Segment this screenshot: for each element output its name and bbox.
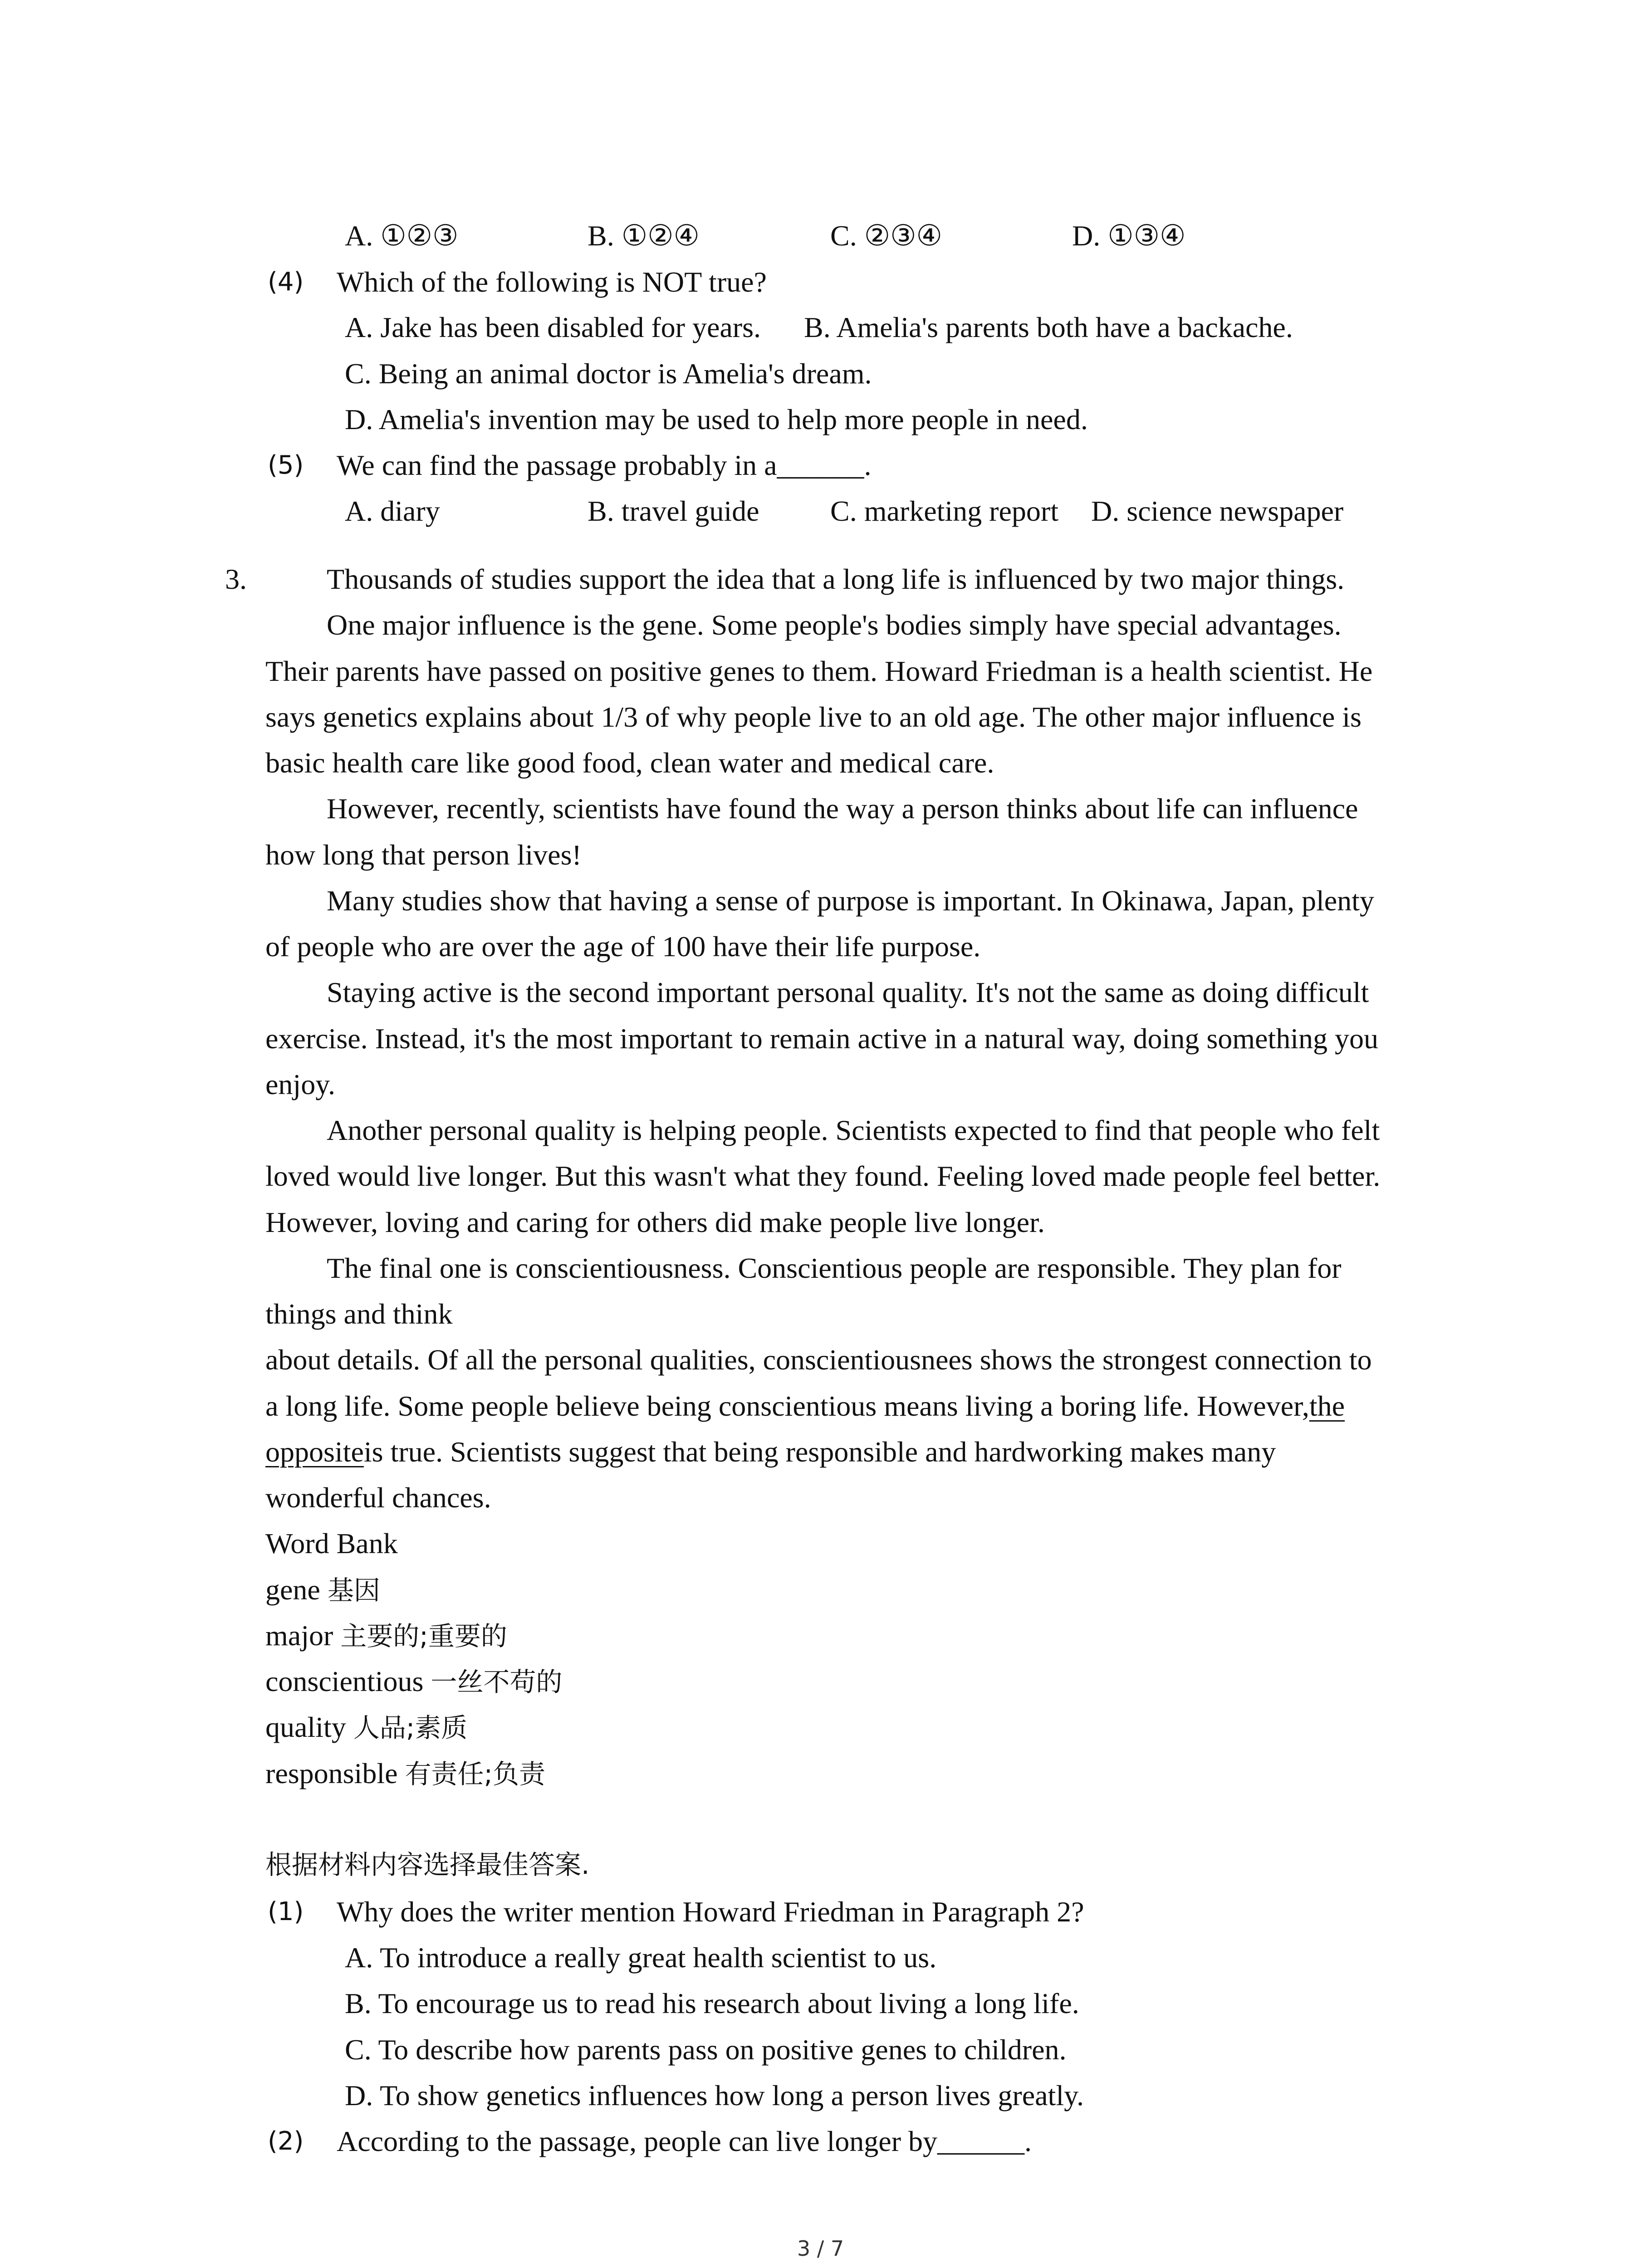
passage-line: things and think — [265, 1298, 453, 1330]
passage-line: loved would live longer. But this wasn't what they found. Feeling loved made people feel better. — [265, 1160, 1381, 1192]
word-bank-item — [265, 1621, 507, 1650]
q4-option-d: D. Amelia's invention may be used to help more people in need. — [345, 403, 1088, 435]
word-en: conscientious — [265, 1665, 424, 1697]
q1-stem: Why does the writer mention Howard Friedman in Paragraph 2? — [337, 1896, 1084, 1928]
passage-text: is true. Scientists suggest that being responsible and hardworking makes many — [363, 1436, 1276, 1468]
passage-line: how long that person lives! — [265, 839, 582, 871]
q5-option-a: A. diary — [345, 495, 440, 527]
q1-option-d: D. To show genetics influences how long a person lives greatly. — [345, 2079, 1084, 2112]
passage-text: a long life. Some people believe being conscientious means living a boring life. However, — [265, 1390, 1309, 1422]
q1-option-b: B. To encourage us to read his research about living a long life. — [345, 1987, 1079, 2019]
word-zh: 有责任;负责 — [405, 1759, 546, 1789]
page-number: 3 / 7 — [797, 2236, 844, 2261]
q5-option-d: D. science newspaper — [1091, 495, 1344, 527]
passage-line — [265, 1392, 1345, 1421]
passage-line: The final one is conscientiousness. Conscientious people are responsible. They plan for — [327, 1252, 1342, 1284]
word-zh: 一丝不苟的 — [431, 1667, 563, 1697]
word-zh: 主要的;重要的 — [340, 1621, 507, 1652]
instruction: 根据材料内容选择最佳答案. — [265, 1849, 590, 1880]
q1-option-c: C. To describe how parents pass on positive genes to children. — [345, 2033, 1067, 2066]
word-en: major — [265, 1619, 333, 1652]
word-zh: 人品;素质 — [353, 1712, 468, 1743]
passage-line: exercise. Instead, it's the most important to remain active in a natural way, doing something you — [265, 1022, 1378, 1055]
word-en: gene — [265, 1574, 320, 1606]
q1-number: (1) — [268, 1897, 304, 1926]
word-en: quality — [265, 1711, 346, 1743]
q5-option-b: B. travel guide — [588, 495, 759, 527]
passage-line: Thousands of studies support the idea that a long life is influenced by two major things. — [327, 563, 1345, 595]
passage-line: about details. Of all the personal qualities, conscientiousnees shows the strongest connection to — [265, 1344, 1372, 1376]
q2-stem: According to the passage, people can live longer by______. — [337, 2125, 1032, 2157]
q3-option-b: B. ①②④ — [588, 220, 700, 252]
passage-line: enjoy. — [265, 1068, 336, 1100]
passage-line: Another personal quality is helping people. Scientists expected to find that people who felt — [327, 1114, 1380, 1146]
q1-option-a: A. To introduce a really great health scientist to us. — [345, 1941, 937, 1974]
passage-line: Staying active is the second important personal quality. It's not the same as doing difficult — [327, 976, 1369, 1008]
passage-line — [265, 1437, 1276, 1466]
passage-line: of people who are over the age of 100 have their life purpose. — [265, 930, 981, 963]
q3-option-c: C. ②③④ — [830, 220, 942, 252]
q5-number: (5) — [268, 450, 304, 480]
q5-option-c: C. marketing report — [830, 495, 1058, 527]
passage-line: basic health care like good food, clean water and medical care. — [265, 747, 994, 779]
passage-line: says genetics explains about 1/3 of why people live to an old age. The other major influence is — [265, 701, 1362, 733]
q5-stem: We can find the passage probably in a______. — [337, 449, 872, 481]
q4-stem: Which of the following is NOT true? — [337, 266, 767, 298]
word-bank-item — [265, 1667, 562, 1696]
word-bank-title: Word Bank — [265, 1527, 398, 1559]
q4-option-a: A. Jake has been disabled for years. — [345, 311, 761, 343]
word-bank-item — [265, 1713, 467, 1742]
passage-line: Many studies show that having a sense of purpose is important. In Okinawa, Japan, plenty — [327, 885, 1374, 917]
word-bank-item — [265, 1759, 545, 1788]
passage-number: 3. — [225, 563, 247, 595]
underlined-phrase: opposite — [265, 1436, 364, 1468]
q4-option-b: B. Amelia's parents both have a backache. — [804, 311, 1293, 343]
q3-option-a: A. ①②③ — [345, 220, 459, 252]
q4-option-c: C. Being an animal doctor is Amelia's dream. — [345, 357, 872, 390]
passage-line: However, loving and caring for others did make people live longer. — [265, 1206, 1045, 1238]
word-en: responsible — [265, 1757, 398, 1789]
passage-line: wonderful chances. — [265, 1481, 491, 1514]
passage-line: One major influence is the gene. Some people's bodies simply have special advantages. — [327, 609, 1342, 641]
q3-option-d: D. ①③④ — [1072, 220, 1186, 252]
passage-line: Their parents have passed on positive genes to them. Howard Friedman is a health scientist. He — [265, 655, 1373, 687]
word-zh: 基因 — [327, 1575, 380, 1606]
passage-line: However, recently, scientists have found the way a person thinks about life can influence — [327, 792, 1358, 825]
word-bank-item — [265, 1575, 380, 1604]
q4-number: (4) — [268, 267, 304, 297]
q2-number: (2) — [268, 2126, 304, 2156]
underlined-phrase: the — [1309, 1390, 1345, 1422]
